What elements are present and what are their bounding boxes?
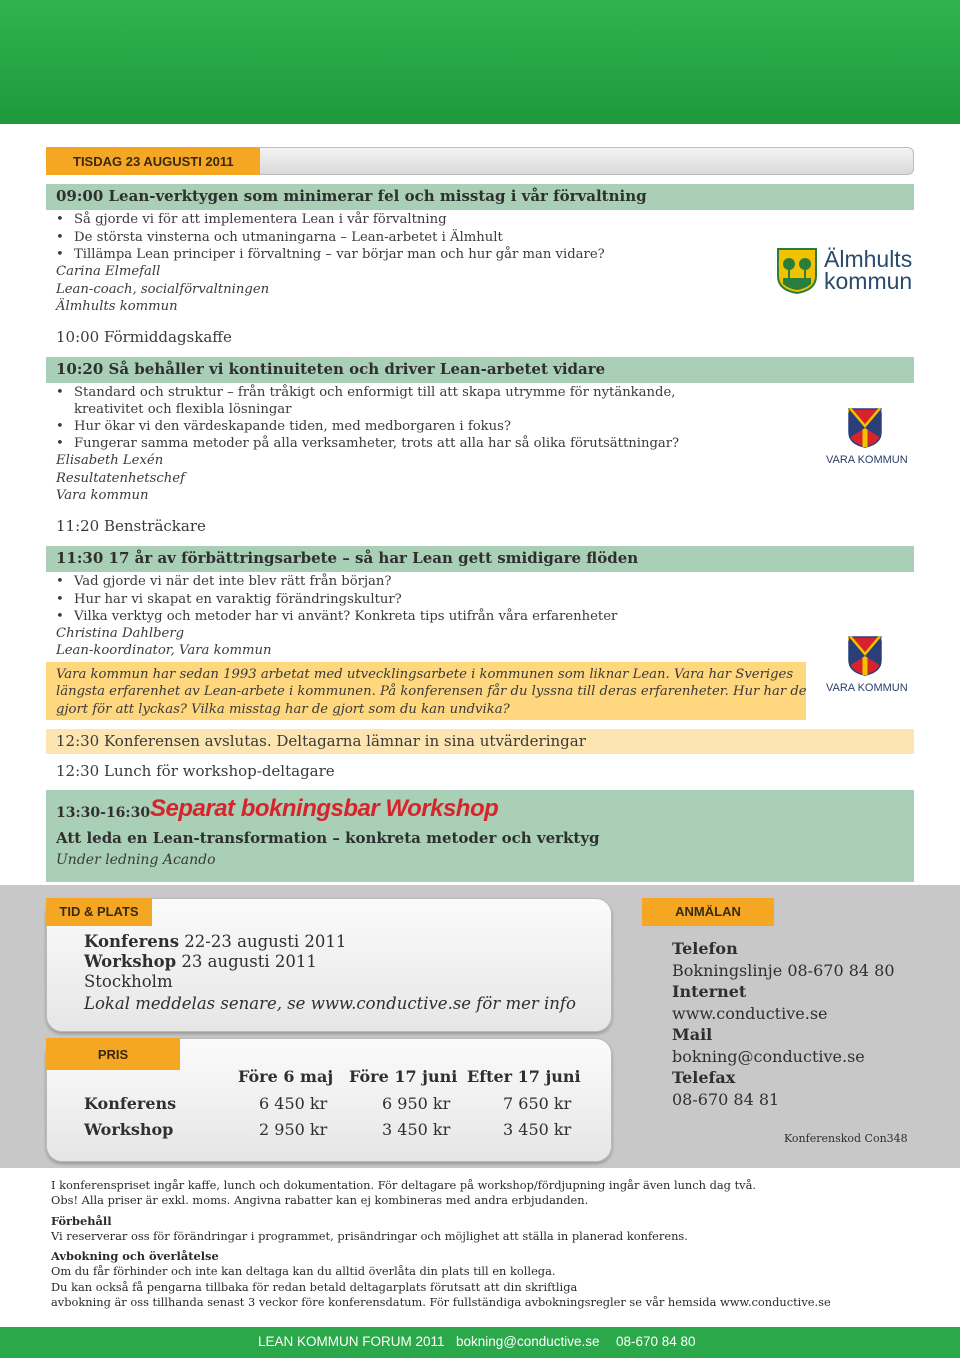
pris-cell: 3 450 kr <box>382 1120 451 1139</box>
footer-email[interactable]: bokning@conductive.se <box>456 1334 600 1349</box>
almhult-crest-icon <box>777 248 817 294</box>
speaker-name: Elisabeth Lexén <box>56 453 164 468</box>
almhult-logo-text: Älmhults kommun <box>824 246 913 294</box>
speaker-name: Christina Dahlberg <box>56 626 185 641</box>
speaker-role: Resultatenhetschef <box>56 471 185 486</box>
anmalan-list: Telefon Bokningslinje 08-670 84 80 Internet www.conductive.se Mail bokning@conductive.se Telefax 08-670 84 81 <box>672 939 895 1109</box>
list-item: • Hur har vi skapat en varaktig förändringskultur? <box>56 591 402 609</box>
pris-header: Före 6 maj <box>238 1067 334 1086</box>
lunch-note: 12:30 Lunch för workshop-deltagare <box>56 762 335 780</box>
speaker-name: Carina Elmefall <box>56 264 161 279</box>
tid-plats-content: Konferens 22-23 augusti 2011 Workshop 23 augusti 2011 Stockholm Lokal meddelas senare, se www.conductive.se för mer info <box>84 932 576 1013</box>
vara-crest-icon <box>848 636 882 676</box>
list-item: • Fungerar samma metoder på alla verksamheter, trots att alla har så olika förutsättningar? <box>56 435 679 453</box>
tid-plats-tab: TID & PLATS <box>46 898 152 926</box>
session-title: 10:20 Så behåller vi kontinuiteten och driver Lean-arbetet vidare <box>46 357 914 383</box>
anmalan-tab: ANMÄLAN <box>642 898 774 926</box>
list-item: • Standard och struktur – från tråkigt och enformigt till att skapa utrymme för nytänkande, <box>56 384 675 402</box>
list-item: • Så gjorde vi för att implementera Lean i vår förvaltning <box>56 211 447 229</box>
speaker-org: Vara kommun <box>56 488 149 503</box>
footer-phone: 08-670 84 80 <box>616 1334 696 1349</box>
list-item: • Vilka verktyg och metoder har vi använt? Konkreta tips utifrån våra erfarenheter <box>56 608 617 626</box>
footer-forum: LEAN KOMMUN FORUM 2011 <box>258 1334 445 1349</box>
fineprint-block: I konferenspriset ingår kaffe, lunch och dokumentation. För deltagare på workshop/fördjupning ingår även lunch dag två. Obs! Alla priser är exkl. moms. Angivna rabatter kan ej kombineras med andra erbjudanden. Förbehåll Vi reserverar oss för förändringar i programmet, prisändringar och möjlighet att ställa in planerad konferens. Avbokning och överlåtelse Om du får förhinder och inte kan deltaga kan du alltid överlåta din plats till en kollega. Du kan också få pengarna tillbaka för redan betald deltagarplats förutsatt att din skriftliga avbokning är oss tillhanda senast 3 veckor före konferensdatum. För fullständiga avbokningsregler se vår hemsida www.conductive.se <box>51 1178 831 1310</box>
pris-row-label: Konferens <box>84 1094 177 1113</box>
pris-row-label: Workshop <box>84 1120 174 1139</box>
workshop-title: Att leda en Lean-transformation – konkreta metoder och verktyg <box>56 829 600 847</box>
pris-cell: 3 450 kr <box>503 1120 572 1139</box>
pris-cell: 7 650 kr <box>503 1094 572 1113</box>
workshop-time: 13:30-16:30 <box>56 805 151 821</box>
list-item-continued: kreativitet och flexibla lösningar <box>74 402 292 417</box>
session-title: 09:00 Lean-verktygen som minimerar fel och misstag i vår förvaltning <box>46 184 914 210</box>
coffee-break: 10:00 Förmiddagskaffe <box>56 328 232 346</box>
pris-cell: 6 450 kr <box>259 1094 328 1113</box>
workshop-script-label: Separat bokningsbar Workshop <box>150 795 499 822</box>
stretch-break: 11:20 Bensträckare <box>56 517 206 535</box>
speaker-org: Älmhults kommun <box>56 299 178 314</box>
highlight-note: Vara kommun har sedan 1993 arbetat med utvecklingsarbete i kommunen som liknar Lean. Vara har Sveriges längsta erfarenhet av Lean-arbete i kommunen. På konferensen får du lyssna till deras erfarenheter. Hur har de gjort för att lyckas? Vilka misstag har de gjort som du kan undvika? <box>46 662 806 720</box>
vara-logo-text: VARA KOMMUN <box>826 682 908 694</box>
pris-header: Före 17 juni <box>349 1067 458 1086</box>
vara-logo-text: VARA KOMMUN <box>826 454 908 466</box>
list-item: • De största vinsterna och utmaningarna – Lean-arbetet i Älmhult <box>56 229 503 247</box>
pris-header: Efter 17 juni <box>467 1067 581 1086</box>
vara-crest-icon <box>848 408 882 448</box>
session-title: 11:30 17 år av förbättringsarbete – så har Lean gett smidigare flöden <box>46 546 914 572</box>
conference-code: Konferenskod Con348 <box>784 1132 908 1145</box>
list-item: • Vad gjorde vi när det inte blev rätt från början? <box>56 573 391 591</box>
speaker-role: Lean-koordinator, Vara kommun <box>56 643 272 658</box>
pris-tab: PRIS <box>46 1038 180 1070</box>
footer-bar <box>0 1327 960 1358</box>
list-item: • Tillämpa Lean principer i förvaltning – var börjar man och hur går man vidare? <box>56 246 605 264</box>
pris-cell: 6 950 kr <box>382 1094 451 1113</box>
date-label: TISDAG 23 AUGUSTI 2011 <box>46 147 260 175</box>
conference-end: 12:30 Konferensen avslutas. Deltagarna lämnar in sina utvärderingar <box>46 729 914 754</box>
workshop-subtitle: Under ledning Acando <box>56 852 216 868</box>
list-item: • Hur ökar vi den värdeskapande tiden, med medborgaren i fokus? <box>56 418 511 436</box>
speaker-role: Lean-coach, socialförvaltningen <box>56 282 270 297</box>
header-band <box>0 0 960 124</box>
pris-cell: 2 950 kr <box>259 1120 328 1139</box>
